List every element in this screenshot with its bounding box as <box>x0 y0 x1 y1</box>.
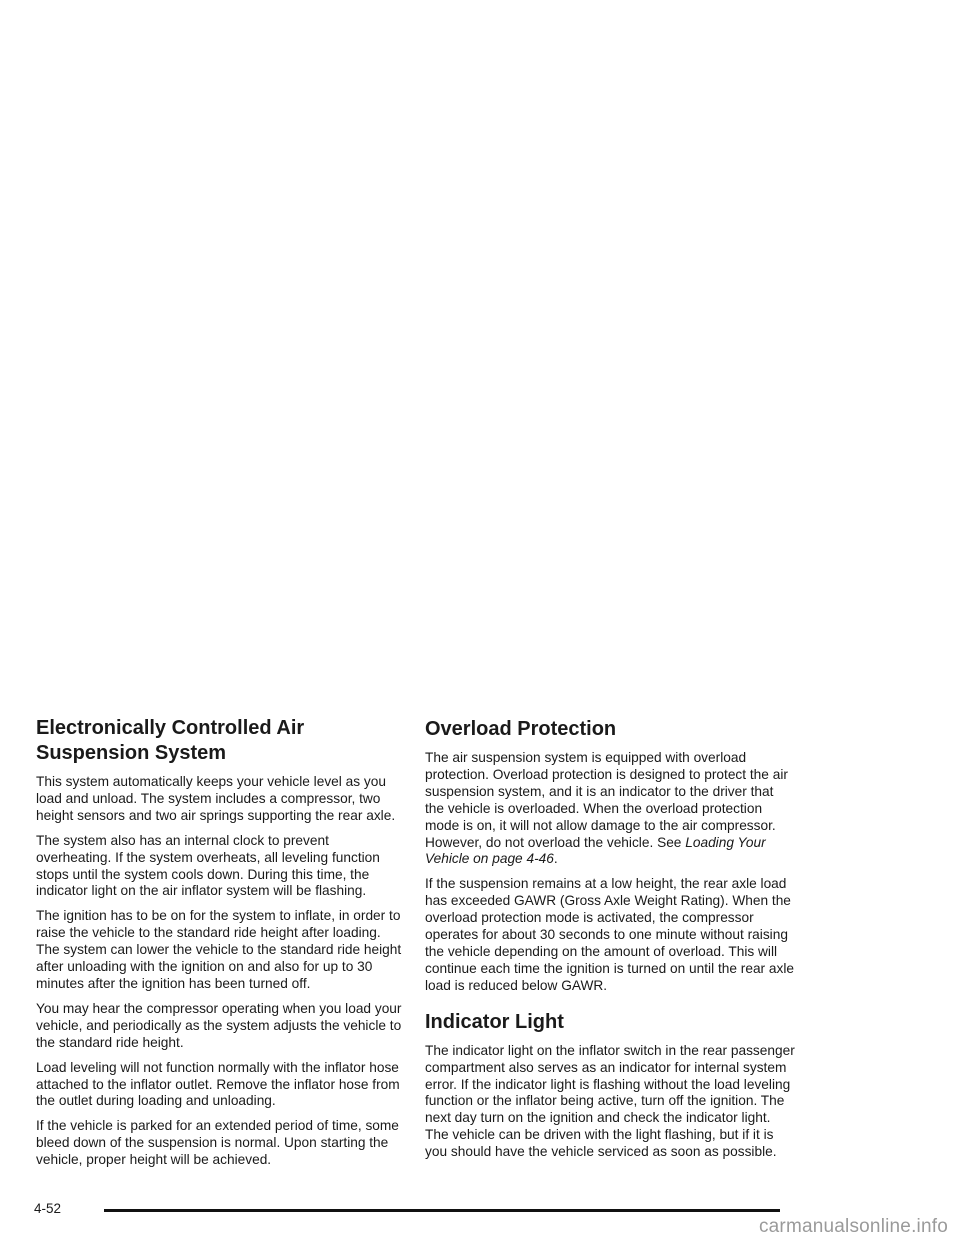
page-number: 4-52 <box>34 1201 62 1216</box>
paragraph <box>425 750 795 868</box>
right-column <box>425 716 795 1169</box>
paragraph-end: . <box>553 851 558 867</box>
section-heading-air-suspension: Electronically Controlled Air Suspension System <box>36 717 305 764</box>
paragraph: Load leveling will not function normally with the inflator hose attached to the inflator outlet. Remove the inflator hose from the outlet during loading and unloading. <box>36 1059 400 1109</box>
cross-reference-link[interactable]: Loading Your Vehicle on page 4-46 <box>425 834 766 867</box>
paragraph: The indicator light on the inflator switch in the rear passenger compartment also serves as an indicator for internal system error. If the indicator light is flashing without the load leveling function or the inflator being active, turn off the ignition. The next day turn on the ignition and check the indicator light. The vehicle can be driven with the light flashing, but if it is you should have the vehicle serviced as soon as possible. <box>425 1042 795 1160</box>
paragraph: The system also has an internal clock to prevent overheating. If the system overheats, all leveling function stops until the system cools down. During this time, the indicator light on the air inflator system will be flashing. <box>36 832 380 899</box>
footer-rule <box>104 1209 780 1212</box>
paragraph: You may hear the compressor operating when you load your vehicle, and periodically as the system adjusts the vehicle to the standard ride height. <box>36 1000 402 1050</box>
paragraph: If the vehicle is parked for an extended period of time, some bleed down of the suspension is normal. Upon starting the vehicle, proper height will be achieved. <box>36 1118 399 1168</box>
left-column <box>36 716 406 1177</box>
paragraph-text: The air suspension system is equipped with overload protection. Overload protection is designed to protect the air suspension system, and it is an indicator to the driver that the vehicle is overloaded. When the overload protection mode is on, it will not allow damage to the air compressor. However, do not overload the vehicle. See <box>425 750 788 850</box>
paragraph: This system automatically keeps your vehicle level as you load and unload. The system includes a compressor, two height sensors and two air springs supporting the rear axle. <box>36 774 396 823</box>
watermark-logo: carmanualsonline.info <box>758 1216 948 1237</box>
section-heading-indicator-light: Indicator Light <box>425 1010 564 1033</box>
paragraph: The ignition has to be on for the system to inflate, in order to raise the vehicle to the standard ride height after loading. The system can lower the vehicle to the standard ride height after unloading with the ignition on and also for up to 30 minutes after the ignition has been turned off. <box>36 908 402 991</box>
section-heading-overload-protection: Overload Protection <box>425 718 617 740</box>
paragraph: If the suspension remains at a low height, the rear axle load has exceeded GAWR (Gross Axle Weight Rating). When the overload protection mode is activated, the compressor operates for about 30 seconds to one minute without raising the vehicle depending on the amount of overload. This will continue each time the ignition is turned on until the rear axle load is reduced below GAWR. <box>425 876 795 993</box>
